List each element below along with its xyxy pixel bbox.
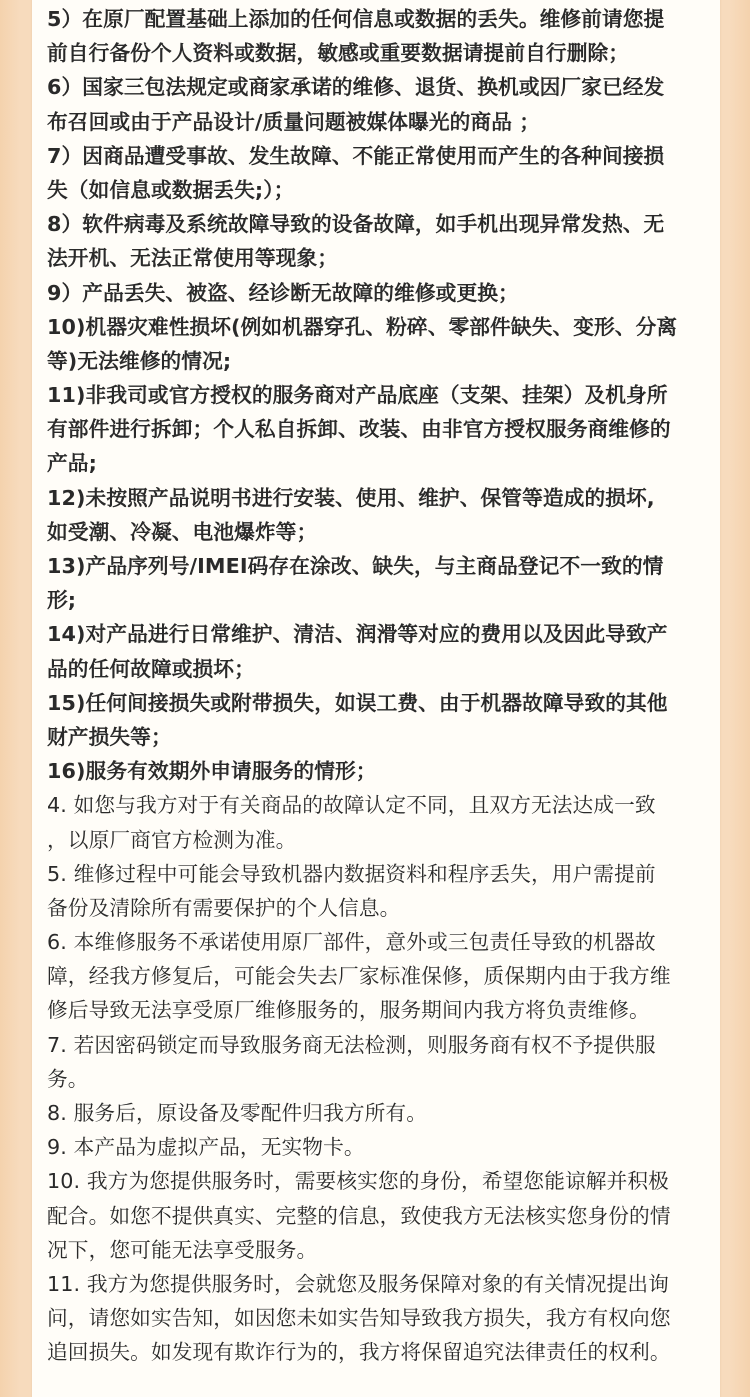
- clause-9: [47, 276, 707, 310]
- text-line: 追回损失。如发现有欺诈行为的，我方将保留追究法律责任的权利。: [47, 1340, 671, 1365]
- note-9: [47, 1130, 707, 1164]
- note-10: [47, 1164, 707, 1267]
- text-line: 形;: [47, 588, 77, 613]
- text-line: 15)任何间接损失或附带损失，如误工费、由于机器故障导致的其他: [47, 690, 668, 715]
- text-line: 11)非我司或官方授权的服务商对产品底座（支架、挂架）及机身所: [47, 383, 668, 408]
- text-line: 备份及清除所有需要保护的个人信息。: [47, 895, 401, 920]
- note-11: [47, 1267, 707, 1370]
- text-line: 5. 维修过程中可能会导致机器内数据资料和程序丢失，用户需提前: [47, 861, 656, 886]
- clause-5: [47, 2, 707, 70]
- text-line: 法开机、无法正常使用等现象；: [47, 246, 339, 271]
- text-line: 产品;: [47, 451, 97, 476]
- note-5: [47, 857, 707, 925]
- text-line: 务。: [47, 1066, 89, 1091]
- text-line: 4. 如您与我方对于有关商品的故障认定不同，且双方无法达成一致: [47, 793, 656, 818]
- text-line: 失（如信息或数据丢失;）；: [47, 177, 295, 202]
- text-line: 11. 我方为您提供服务时，会就您及服务保障对象的有关情况提出询: [47, 1271, 669, 1296]
- text-line: 14)对产品进行日常维护、清洁、润滑等对应的费用以及因此导致产: [47, 622, 668, 647]
- note-4: [47, 788, 707, 856]
- note-6: [47, 925, 707, 1028]
- text-line: 9）产品丢失、被盗、经诊断无故障的维修或更换；: [47, 280, 519, 305]
- text-line: 修后导致无法享受原厂维修服务的，服务期间内我方将负责维修。: [47, 998, 650, 1023]
- text-line: 7. 若因密码锁定而导致服务商无法检测，则服务商有权不予提供服: [47, 1032, 656, 1057]
- clause-16: [47, 754, 707, 788]
- text-line: 品的任何故障或损坏；: [47, 656, 255, 681]
- text-line: 等)无法维修的情况;: [47, 348, 232, 373]
- text-line: 9. 本产品为虚拟产品，无实物卡。: [47, 1135, 365, 1160]
- text-line: 问，请您如实告知，如因您未如实告知导致我方损失，我方有权向您: [47, 1306, 671, 1331]
- clause-14: [47, 617, 707, 685]
- clause-12: [47, 481, 707, 549]
- text-line: 6. 本维修服务不承诺使用原厂部件，意外或三包责任导致的机器故: [47, 930, 656, 955]
- clause-15: [47, 686, 707, 754]
- clause-11: [47, 378, 707, 481]
- text-line: 财产损失等；: [47, 724, 172, 749]
- text-line: 5）在原厂配置基础上添加的任何信息或数据的丢失。维修前请您提: [47, 7, 665, 31]
- text-line: 前自行备份个人资料或数据，敏感或重要数据请提前自行删除；: [47, 41, 630, 66]
- text-line: 7）因商品遭受事故、发生故障、不能正常使用而产生的各种间接损: [47, 143, 665, 168]
- text-line: 16)服务有效期外申请服务的情形；: [47, 759, 377, 784]
- text-line: 13)产品序列号/IMEI码存在涂改、缺失，与主商品登记不一致的情: [47, 554, 664, 578]
- text-line: 有部件进行拆卸；个人私自拆卸、改装、由非官方授权服务商维修的: [47, 417, 671, 442]
- text-line: 8. 服务后，原设备及零配件归我方所有。: [47, 1101, 428, 1125]
- text-line: 12)未按照产品说明书进行安装、使用、维护、保管等造成的损坏,: [47, 485, 655, 510]
- terms-content: [47, 2, 707, 1370]
- text-line: 布召回或由于产品设计/质量问题被媒体曝光的商品 ；: [47, 109, 541, 134]
- text-line: 6）国家三包法规定或商家承诺的维修、退货、换机或因厂家已经发: [47, 75, 665, 100]
- text-line: 10. 我方为您提供服务时，需要核实您的身份，希望您能谅解并积极: [47, 1169, 669, 1194]
- clause-8: [47, 207, 707, 275]
- note-8: [47, 1096, 707, 1130]
- clause-6: [47, 70, 707, 138]
- text-line: 障，经我方修复后，可能会失去厂家标准保修，质保期内由于我方维: [47, 964, 671, 989]
- text-line: 如受潮、冷凝、电池爆炸等；: [47, 519, 318, 544]
- text-line: 8）软件病毒及系统故障导致的设备故障，如手机出现异常发热、无: [47, 212, 665, 237]
- text-line: ，以原厂商官方检测为准。: [47, 827, 297, 852]
- text-line: 10)机器灾难性损坏(例如机器穿孔、粉碎、零部件缺失、变形、分离: [47, 314, 678, 339]
- text-line: 配合。如您不提供真实、完整的信息，致使我方无法核实您身份的情: [47, 1203, 671, 1228]
- clause-13: [47, 549, 707, 617]
- note-7: [47, 1028, 707, 1096]
- clause-10: [47, 310, 707, 378]
- clause-7: [47, 139, 707, 207]
- text-line: 况下，您可能无法享受服务。: [47, 1237, 318, 1262]
